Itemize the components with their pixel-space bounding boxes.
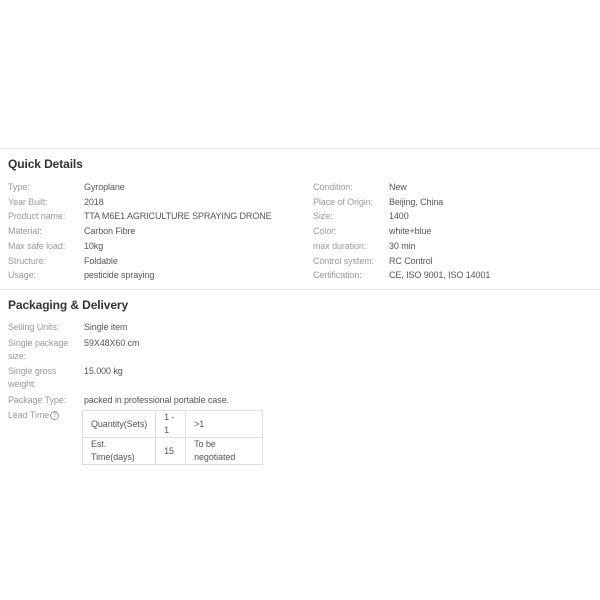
spec-row <box>8 209 313 224</box>
spec-row <box>313 239 592 254</box>
lead-time-cell: 1 - 1 <box>156 411 186 438</box>
spec-label: Type: <box>8 182 30 192</box>
packaging-delivery-section <box>0 289 600 465</box>
spec-value: 1400 <box>389 211 409 222</box>
spec-row <box>8 394 592 407</box>
spec-row <box>313 224 592 239</box>
lead-time-cell: >1 <box>186 411 263 438</box>
spec-label: Place of Origin: <box>313 196 373 207</box>
spec-value: packed in professional portable case. <box>84 394 229 405</box>
spec-value: Carbon Fibre <box>84 226 136 237</box>
spec-value: TTA M6E1 AGRICULTURE SPRAYING DRONE <box>84 211 272 222</box>
lead-time-table <box>82 410 263 465</box>
quick-details-right-column <box>313 180 592 283</box>
spec-row <box>8 268 313 283</box>
spec-value: 2018 <box>84 196 104 207</box>
spec-label: Max safe load: <box>8 240 66 251</box>
spec-label: Usage: <box>8 270 36 281</box>
spec-value: New <box>389 182 407 192</box>
spec-label: Control system: <box>313 255 375 266</box>
lead-time-cell: Quantity(Sets) <box>83 411 156 438</box>
spec-value: 59X48X60 cm <box>84 337 140 348</box>
spec-value: CE, ISO 9001, ISO 14001 <box>389 270 491 281</box>
spec-row <box>8 224 313 239</box>
spec-value: 10kg <box>84 240 104 251</box>
lead-time-cell: Est. Time(days) <box>83 438 156 465</box>
quick-details-title: Quick Details <box>8 157 83 171</box>
spec-row <box>8 254 313 269</box>
spec-row <box>8 239 313 254</box>
spec-row <box>313 209 592 224</box>
spec-row <box>8 195 313 210</box>
spec-row <box>313 254 592 269</box>
lead-time-cell: To be negotiated <box>186 438 263 465</box>
spec-row <box>8 321 592 334</box>
spec-value: RC Control <box>389 255 433 266</box>
packaging-rows <box>8 321 592 407</box>
spec-row <box>313 268 592 283</box>
lead-time-label <box>8 409 84 422</box>
spec-value: Beijing, China <box>389 196 444 207</box>
lead-time-table-body <box>83 411 263 465</box>
spec-value: pesticide spraying <box>84 270 155 281</box>
spec-label: Certification: <box>313 270 362 281</box>
lead-time-label-text: Lead Time <box>8 410 50 420</box>
spec-row <box>313 195 592 210</box>
spec-value: Gyroplane <box>84 182 125 192</box>
packaging-delivery-title: Packaging & Delivery <box>8 298 129 312</box>
spec-label: Single gross weight: <box>8 366 57 389</box>
spec-label: Condition: <box>313 182 353 192</box>
spec-label: Package Type: <box>8 394 67 405</box>
spec-value: white+blue <box>389 226 432 237</box>
spec-value: 15.000 kg <box>84 366 123 376</box>
spec-row <box>8 365 592 391</box>
lead-time-row <box>8 409 592 465</box>
spec-label: Structure: <box>8 255 47 266</box>
spec-label: Material: <box>8 226 42 237</box>
lead-time-table-row <box>83 411 263 438</box>
spec-label: Color: <box>313 226 337 237</box>
spec-label: Selling Units: <box>8 322 60 332</box>
spec-label: Size: <box>313 211 333 222</box>
spec-row <box>313 180 592 195</box>
spec-label: Single package size: <box>8 337 69 361</box>
quick-details-left-column <box>8 180 313 283</box>
spec-label: Year Built: <box>8 196 48 207</box>
help-icon[interactable]: ? <box>50 411 59 420</box>
spec-row <box>8 337 592 363</box>
spec-value: Foldable <box>84 255 118 266</box>
spec-value: Single item <box>84 322 128 332</box>
lead-time-table-row <box>83 438 263 465</box>
spec-value: 30 min <box>389 240 416 251</box>
spec-row <box>8 180 313 195</box>
spec-label: Product name: <box>8 211 66 222</box>
lead-time-cell: 15 <box>156 438 186 465</box>
quick-details-columns <box>8 180 592 283</box>
quick-details-section <box>0 148 600 283</box>
spec-label: max duration: <box>313 240 367 251</box>
